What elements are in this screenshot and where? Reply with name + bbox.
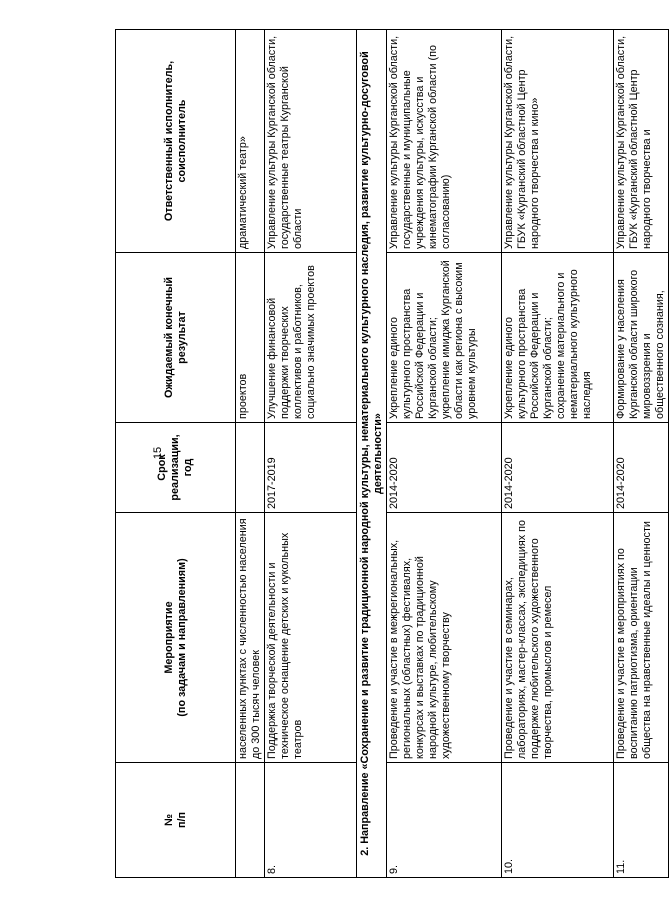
- rotated-table-container: [115, 30, 666, 878]
- cell-result: Улучшение финансовой поддержки творческих коллективов и работников, социально значимых проектов: [265, 253, 357, 423]
- cell-num: 10.: [502, 763, 614, 878]
- cell-result: Укрепление единого культурного пространства Российской Федерации и Курганской области; сохранение материального и нематериального культурного наследия: [502, 253, 614, 423]
- header-executor: Ответственный исполнитель, соисполнитель: [116, 30, 236, 253]
- cell-measure: населенных пунктах с численностью населения до 300 тысяч человек: [236, 513, 265, 763]
- page-number: 15: [152, 446, 164, 460]
- cell-executor: Управление культуры Курганской области, ГБУК «Курганский областной Центр народного творчества и кино»: [502, 30, 614, 253]
- header-num: № п/п: [116, 763, 236, 878]
- cell-term: 2014-2020: [502, 423, 614, 513]
- cell-num: 8.: [265, 763, 357, 878]
- table-row: [502, 30, 614, 878]
- cell-term: 2014-2020: [614, 423, 669, 513]
- cell-measure: Поддержка творческой деятельности и техническое оснащение детских и кукольных театров: [265, 513, 357, 763]
- cell-result: Формирование у населения Курганской области широкого мировоззрения и общественного сознания,: [614, 253, 669, 423]
- header-measure: Мероприятие (по задачам и направлениям): [116, 513, 236, 763]
- header-result: Ожидаемый конечный результат: [116, 253, 236, 423]
- table-row: [265, 30, 357, 878]
- cell-measure: Проведение и участие в мероприятиях по воспитанию патриотизма, ориентации общества на нравственные идеалы и ценности: [614, 513, 669, 763]
- table-row: [387, 30, 502, 878]
- table-header-row: [116, 30, 236, 878]
- section-row: [357, 30, 387, 878]
- cell-executor: Управление культуры Курганской области, государственные театры Курганской области: [265, 30, 357, 253]
- header-term: Срок реализации, год: [116, 423, 236, 513]
- section-heading: 2. Направление «Сохранение и развитие традиционной народной культуры, нематериального культурного наследия, развитие культурно-досуговой деятельности»: [357, 30, 387, 878]
- cell-term: [236, 423, 265, 513]
- cell-measure: Проведение и участие в межрегиональных, региональных (областных) фестивалях, конкурсах и выставках по традиционной народной культуре, любительскому художественному творчеству: [387, 513, 502, 763]
- table-row: [236, 30, 265, 878]
- cell-num: 11.: [614, 763, 669, 878]
- cell-result: проектов: [236, 253, 265, 423]
- cell-term: 2014-2020: [387, 423, 502, 513]
- program-table: [115, 29, 669, 878]
- cell-num: 9.: [387, 763, 502, 878]
- cell-executor: Управление культуры Курганской области, государственные и муниципальные учреждения культуры, искусства и кинематографии Курганской области (по согласованию): [387, 30, 502, 253]
- cell-executor: Управление культуры Курганской области, ГБУК «Курганский областной Центр народного творчества и: [614, 30, 669, 253]
- cell-num: [236, 763, 265, 878]
- cell-measure: Проведение и участие в семинарах, лабораториях, мастер-классах, экспедициях по поддержке любительского художественного творчества, промыслов и ремесел: [502, 513, 614, 763]
- cell-result: Укрепление единого культурного пространства Российской Федерации и Курганской области; укрепление имиджа Курганской области как региона с высоким уровнем культуры: [387, 253, 502, 423]
- table-row: [614, 30, 669, 878]
- cell-executor: драматический театр»: [236, 30, 265, 253]
- cell-term: 2017-2019: [265, 423, 357, 513]
